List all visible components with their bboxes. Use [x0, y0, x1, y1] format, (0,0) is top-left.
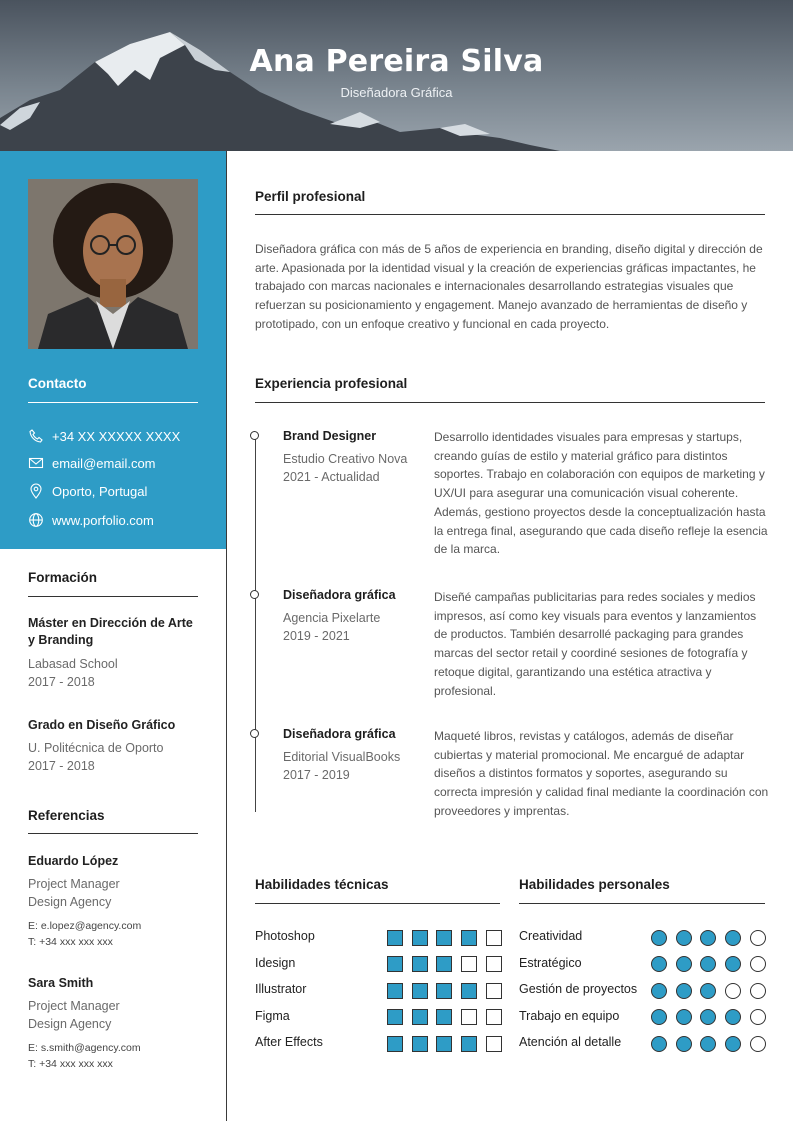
reference-company: Design Agency	[28, 895, 112, 909]
job-period: 2021 - Actualidad	[283, 470, 380, 484]
skill-name: Trabajo en equipo	[519, 1008, 620, 1023]
experience-rule	[255, 402, 765, 403]
reference-position: Project Manager	[28, 877, 120, 891]
skill-level-square-filled	[412, 1009, 428, 1025]
reference-name: Eduardo López	[28, 854, 119, 868]
job-company: Agencia Pixelarte	[283, 611, 381, 625]
skill-level-circle-filled	[676, 956, 692, 972]
skill-level-circle-empty	[750, 1009, 766, 1025]
education-rule	[28, 596, 198, 597]
contact-phone-text: +34 XX XXXXX XXXX	[52, 428, 181, 444]
education-school: U. Politécnica de Oporto	[28, 741, 164, 755]
education-degree: Grado en Diseño Gráfico	[28, 718, 176, 732]
job-description: Diseñé campañas publicitarias para redes sociales y medios impresos, así como key visuals para eventos y lanzamientos de productos. También desarrollé packaging para grandes marcas del sector retail y coordiné sesiones de fotografía y retoque digital, garantizando una estética atractiva y profesional.	[434, 590, 757, 698]
contact-email	[28, 454, 156, 472]
skill-level-square-filled	[461, 1036, 477, 1052]
skill-level-square-filled	[436, 1009, 452, 1025]
skill-level-circle-filled	[676, 1036, 692, 1052]
contact-website-text: www.porfolio.com	[52, 512, 154, 528]
skill-level-circle-empty	[725, 983, 741, 999]
skill-name: Atención al detalle	[519, 1035, 622, 1050]
job-company: Editorial VisualBooks	[283, 750, 401, 764]
sidebar-divider	[226, 151, 227, 1121]
profile-title: Perfil profesional	[255, 189, 366, 204]
skill-level-square-filled	[387, 1009, 403, 1025]
skill-level-circle-filled	[676, 983, 692, 999]
contact-website	[28, 511, 154, 529]
skill-name: Figma	[255, 1008, 290, 1023]
education-years: 2017 - 2018	[28, 759, 95, 773]
phone-icon	[28, 428, 44, 444]
header-banner	[0, 0, 793, 151]
skill-level-circle-empty	[750, 956, 766, 972]
skill-level-square-filled	[461, 930, 477, 946]
skill-level-square-filled	[412, 956, 428, 972]
job-position: Diseñadora gráfica	[283, 588, 396, 602]
skill-level-circle-filled	[700, 1009, 716, 1025]
contact-location-text: Oporto, Portugal	[52, 483, 148, 499]
skill-level-square-empty	[486, 983, 502, 999]
globe-icon	[28, 512, 44, 528]
candidate-name: Ana Pereira Silva	[249, 44, 544, 79]
job-period: 2017 - 2019	[283, 768, 350, 782]
skill-level-square-empty	[486, 956, 502, 972]
skill-level-square-empty	[461, 1009, 477, 1025]
job-description: Desarrollo identidades visuales para empresas y startups, creando guías de estilo y material gráfico para distintos soportes. Trabajo en colaboración con equipos de marketing y UX/UI para asegurar una comunicación visual coherente. Además, gestiono proyectos desde la conceptualización hasta la entrega final, asegurando que cada diseño refleje la esencia de la marca.	[434, 430, 768, 557]
technical-skills-title: Habilidades técnicas	[255, 877, 389, 892]
skill-name: Creatividad	[519, 929, 583, 943]
skill-name: Gestión de proyectos	[519, 982, 638, 997]
skill-name: Photoshop	[255, 929, 315, 943]
experience-title: Experiencia profesional	[255, 376, 408, 391]
timeline-dot	[250, 729, 259, 738]
reference-email: E: s.smith@agency.com	[28, 1042, 141, 1054]
skill-name: Estratégico	[519, 955, 582, 970]
skill-level-circle-filled	[676, 1009, 692, 1025]
job-position: Brand Designer	[283, 429, 377, 443]
reference-company: Design Agency	[28, 1017, 112, 1031]
education-degree: Máster en Dirección de Arte y Branding	[28, 616, 193, 647]
skill-level-square-filled	[436, 930, 452, 946]
location-pin-icon	[28, 483, 44, 499]
skill-level-circle-filled	[700, 956, 716, 972]
skill-level-circle-filled	[651, 1036, 667, 1052]
timeline-dot	[250, 590, 259, 599]
education-school: Labasad School	[28, 657, 118, 671]
technical-skills-rule	[255, 903, 500, 904]
skill-level-circle-filled	[651, 930, 667, 946]
skill-level-square-empty	[486, 930, 502, 946]
skill-level-square-filled	[436, 983, 452, 999]
job-company: Estudio Creativo Nova	[283, 452, 408, 466]
reference-name: Sara Smith	[28, 976, 94, 990]
contact-title: Contacto	[28, 376, 87, 391]
skill-level-square-filled	[387, 930, 403, 946]
skill-level-circle-filled	[651, 1009, 667, 1025]
skill-name: After Effects	[255, 1035, 323, 1050]
contact-email-text: email@email.com	[52, 455, 156, 471]
skill-level-square-filled	[412, 1036, 428, 1052]
timeline-line	[255, 436, 256, 812]
skill-name: Idesign	[255, 955, 296, 970]
skill-level-square-filled	[387, 956, 403, 972]
job-period: 2019 - 2021	[283, 629, 350, 643]
skill-level-circle-empty	[750, 1036, 766, 1052]
skill-level-circle-filled	[700, 1036, 716, 1052]
skill-level-circle-filled	[700, 930, 716, 946]
contact-location	[28, 482, 147, 500]
personal-skills-rule	[519, 903, 765, 904]
reference-email: E: e.lopez@agency.com	[28, 920, 142, 932]
personal-skills-title: Habilidades personales	[519, 877, 670, 892]
contact-rule	[28, 402, 198, 403]
skill-level-circle-filled	[725, 956, 741, 972]
skill-level-circle-filled	[651, 956, 667, 972]
references-rule	[28, 833, 198, 834]
skill-level-square-filled	[387, 1036, 403, 1052]
contact-phone	[28, 427, 180, 445]
skill-level-circle-filled	[700, 983, 716, 999]
skill-level-square-filled	[436, 1036, 452, 1052]
skill-level-square-filled	[461, 983, 477, 999]
reference-phone: T: +34 xxx xxx xxx	[28, 1058, 113, 1070]
job-description: Maqueté libros, revistas y catálogos, además de diseñar cubiertas y material promocional. Me encargué de adaptar diseños a distintos formatos y soportes, asegurando su correcta impresión y calidad final mediante la coordinación con proveedores y imprentas.	[434, 729, 769, 818]
skill-level-circle-empty	[750, 983, 766, 999]
skill-level-square-filled	[436, 956, 452, 972]
profile-text: Diseñadora gráfica con más de 5 años de experiencia en branding, diseño digital y dirección de arte. Apasionada por la identidad visual y la creación de experiencias gráficas impactantes, he trabajado con marcas nacionales e internacionales desarrollando estrategias visuales que refuerzan su posicionamiento y engagement. Manejo avanzado de herramientas de diseño y prototipado, con un enfoque creativo y funcional en cada proyecto.	[255, 242, 763, 331]
skill-level-circle-empty	[750, 930, 766, 946]
skill-level-circle-filled	[725, 1009, 741, 1025]
skill-level-circle-filled	[676, 930, 692, 946]
references-title: Referencias	[28, 808, 105, 823]
skill-level-circle-filled	[725, 930, 741, 946]
reference-phone: T: +34 xxx xxx xxx	[28, 936, 113, 948]
skill-level-square-empty	[486, 1036, 502, 1052]
education-years: 2017 - 2018	[28, 675, 95, 689]
candidate-role: Diseñadora Gráfica	[340, 85, 453, 100]
skill-level-square-filled	[387, 983, 403, 999]
profile-rule	[255, 214, 765, 215]
skill-level-circle-filled	[651, 983, 667, 999]
skill-name: Illustrator	[255, 982, 307, 997]
profile-photo	[28, 179, 198, 349]
job-position: Diseñadora gráfica	[283, 727, 396, 741]
skill-level-square-filled	[412, 983, 428, 999]
timeline-dot	[250, 431, 259, 440]
skill-level-square-empty	[486, 1009, 502, 1025]
skill-level-square-filled	[412, 930, 428, 946]
skill-level-circle-filled	[725, 1036, 741, 1052]
education-title: Formación	[28, 570, 98, 585]
reference-position: Project Manager	[28, 999, 120, 1013]
skill-level-square-empty	[461, 956, 477, 972]
mail-icon	[28, 455, 44, 471]
